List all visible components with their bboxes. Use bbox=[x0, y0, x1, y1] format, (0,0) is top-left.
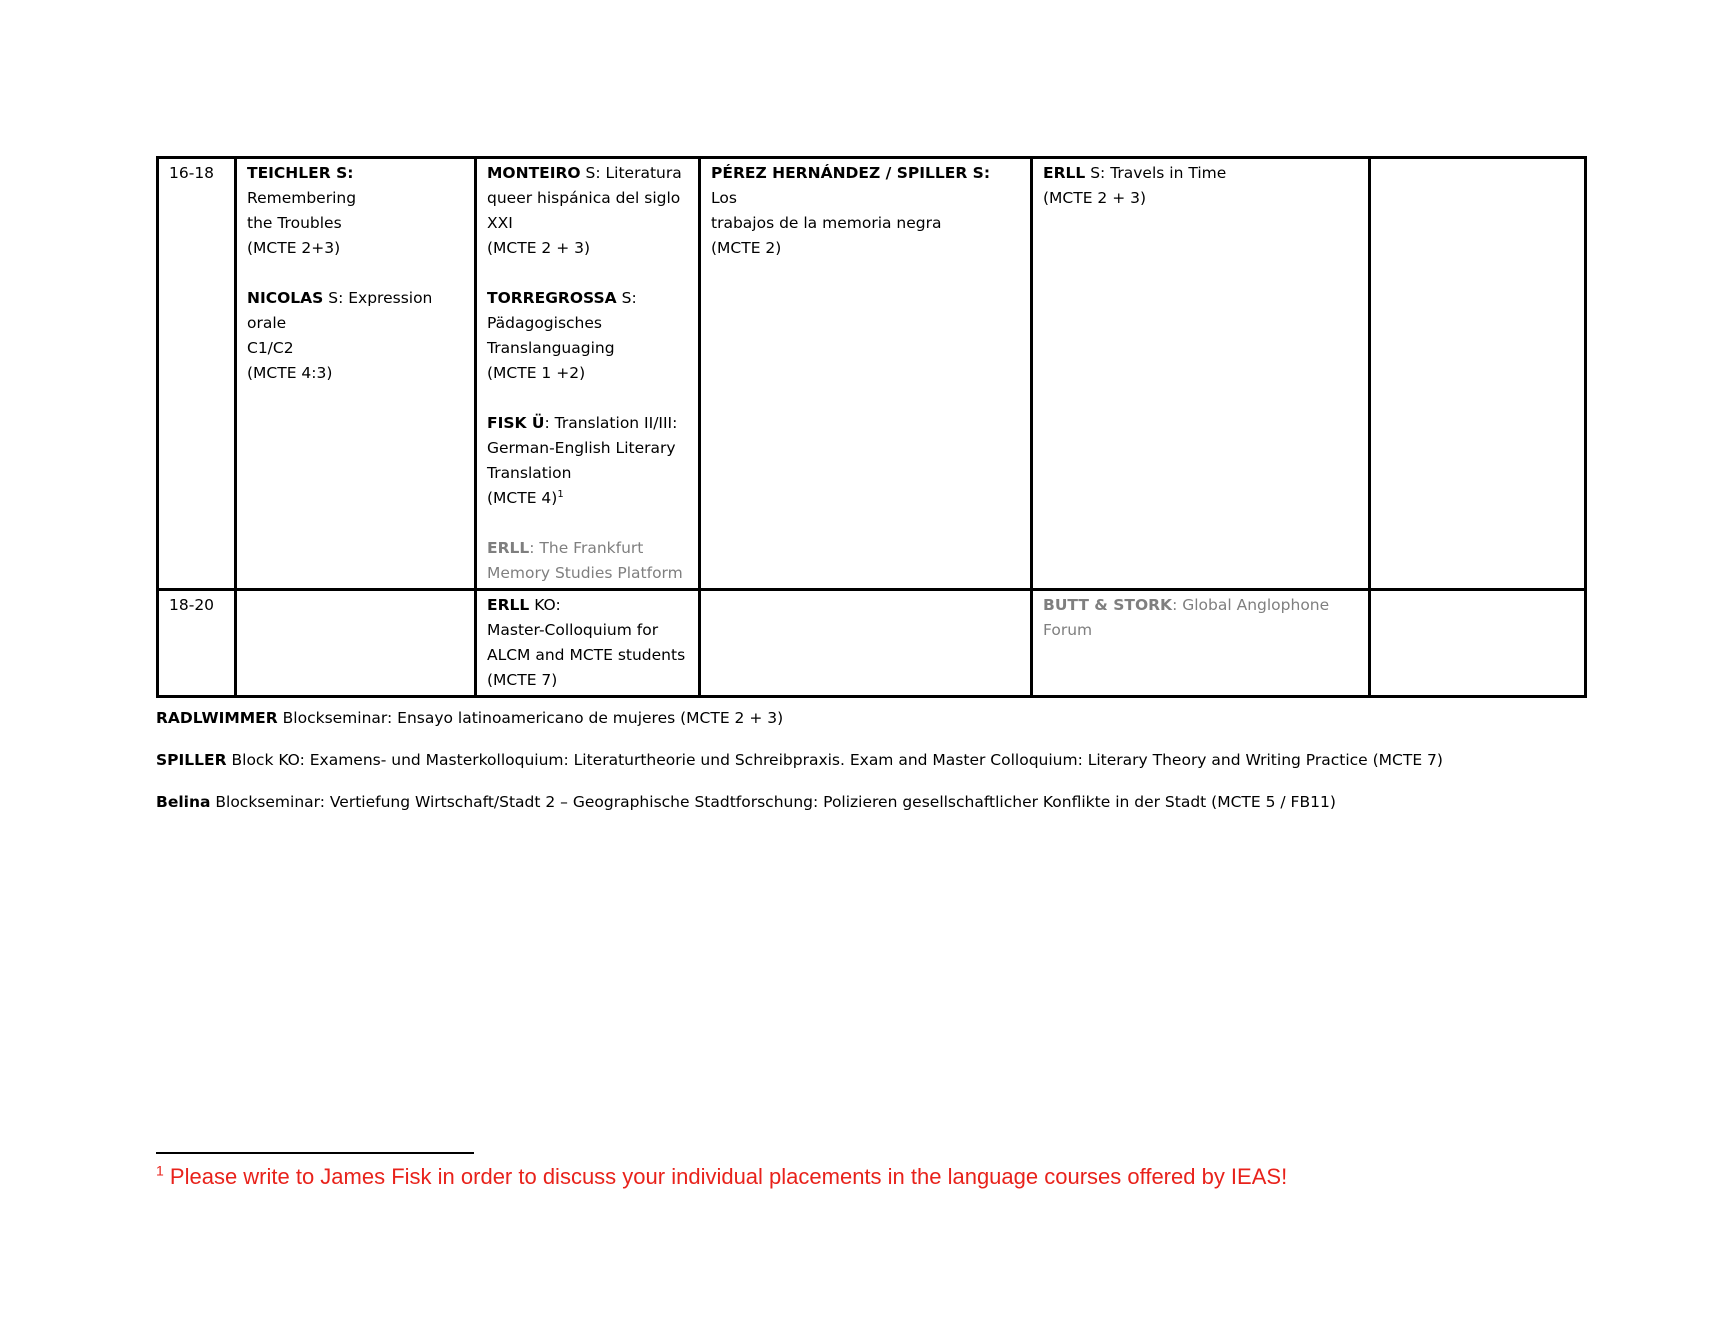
course-line bbox=[487, 236, 688, 261]
schedule-cell bbox=[1370, 158, 1586, 590]
note-text: Blockseminar: Ensayo latinoamericano de mujeres (MCTE 2 + 3) bbox=[277, 709, 784, 727]
course-text: S: Travels in Time bbox=[1085, 164, 1227, 182]
course-entry bbox=[1043, 161, 1358, 211]
course-line bbox=[487, 643, 688, 668]
course-line bbox=[487, 336, 688, 361]
block-seminar-note bbox=[156, 708, 1596, 728]
course-line bbox=[487, 536, 688, 561]
course-lecturer: ERLL bbox=[487, 596, 530, 614]
time-slot-row bbox=[158, 590, 1586, 697]
course-lecturer: NICOLAS bbox=[247, 289, 324, 307]
course-text: Translation bbox=[487, 464, 572, 482]
schedule-cell bbox=[700, 158, 1032, 590]
course-text: (MCTE 2+3) bbox=[247, 239, 341, 257]
course-text: XXI bbox=[487, 214, 513, 232]
time-slot-row bbox=[158, 158, 1586, 590]
course-line bbox=[487, 211, 688, 236]
schedule-cell bbox=[476, 158, 700, 590]
course-line bbox=[247, 336, 464, 361]
course-text: (MCTE 2 + 3) bbox=[1043, 189, 1147, 207]
block-seminar-note bbox=[156, 750, 1596, 770]
course-line bbox=[487, 561, 688, 586]
schedule-cell bbox=[1370, 590, 1586, 697]
course-text: KO: bbox=[529, 596, 561, 614]
course-line bbox=[487, 161, 688, 186]
schedule-table bbox=[156, 156, 1587, 698]
course-lecturer: PÉREZ HERNÁNDEZ / SPILLER S: bbox=[711, 164, 991, 182]
course-line bbox=[487, 411, 688, 436]
schedule-cell bbox=[1032, 158, 1370, 590]
course-line bbox=[247, 161, 464, 211]
course-lecturer: TORREGROSSA bbox=[487, 289, 617, 307]
course-line bbox=[1043, 593, 1358, 643]
course-text: S: Expression orale bbox=[247, 289, 433, 332]
course-text: (MCTE 7) bbox=[487, 671, 558, 689]
block-seminar-notes bbox=[156, 708, 1596, 834]
course-text: Memory Studies Platform bbox=[487, 564, 683, 582]
course-text: (MCTE 4:3) bbox=[247, 364, 333, 382]
course-entry bbox=[487, 593, 688, 693]
time-slot-cell: 16-18 bbox=[158, 158, 236, 590]
course-line bbox=[487, 186, 688, 211]
note-text: Blockseminar: Vertiefung Wirtschaft/Stadt 2 – Geographische Stadtforschung: Polizieren gesellschaftlicher Konflikte in der Stadt (MCTE 5 / FB11) bbox=[210, 793, 1336, 811]
note-text: Block KO: Examens- und Masterkolloquium: Literaturtheorie und Schreibpraxis. Exam and Master Colloquium: Literary Theory and Writing Practice (MCTE 7) bbox=[226, 751, 1443, 769]
course-lecturer: BUTT & STORK bbox=[1043, 596, 1173, 614]
course-text: : The Frankfurt bbox=[529, 539, 644, 557]
footnote-separator bbox=[156, 1152, 474, 1154]
schedule-cell bbox=[700, 590, 1032, 697]
course-text: Master-Colloquium for bbox=[487, 621, 659, 639]
course-line bbox=[487, 311, 688, 336]
course-line bbox=[487, 361, 688, 386]
course-lecturer: ERLL bbox=[1043, 164, 1086, 182]
course-line bbox=[487, 486, 688, 511]
course-entry bbox=[1043, 593, 1358, 643]
course-lecturer: ERLL bbox=[487, 539, 530, 557]
course-line bbox=[247, 286, 464, 336]
course-line bbox=[487, 618, 688, 643]
course-line bbox=[487, 436, 688, 461]
course-line bbox=[487, 668, 688, 693]
course-text: the Troubles bbox=[247, 214, 342, 232]
course-entry bbox=[487, 536, 688, 586]
course-lecturer: FISK Ü bbox=[487, 414, 545, 432]
course-text: ALCM and MCTE students bbox=[487, 646, 686, 664]
course-entry bbox=[247, 161, 464, 261]
course-text: (MCTE 2 + 3) bbox=[487, 239, 591, 257]
course-text: Los bbox=[711, 189, 737, 207]
course-lecturer: MONTEIRO bbox=[487, 164, 581, 182]
course-entry bbox=[487, 286, 688, 386]
course-line bbox=[711, 236, 1020, 261]
schedule-cell bbox=[476, 590, 700, 697]
course-entry bbox=[487, 411, 688, 511]
footnote-reference: 1 bbox=[557, 488, 564, 500]
course-text: : Translation II/III: bbox=[544, 414, 678, 432]
course-text: (MCTE 2) bbox=[711, 239, 782, 257]
footnote-text: Please write to James Fisk in order to discuss your individual placements in the language courses offered by IEAS! bbox=[163, 1164, 1288, 1189]
block-seminar-note bbox=[156, 792, 1596, 812]
course-text: S: Literatura bbox=[580, 164, 682, 182]
course-text: German-English Literary bbox=[487, 439, 676, 457]
course-line bbox=[487, 286, 688, 311]
course-text: Translanguaging bbox=[487, 339, 615, 357]
course-line bbox=[247, 211, 464, 236]
note-lecturer: Belina bbox=[156, 793, 211, 811]
course-line bbox=[711, 161, 1020, 211]
course-line bbox=[1043, 186, 1358, 211]
note-lecturer: SPILLER bbox=[156, 751, 227, 769]
schedule-cell bbox=[236, 590, 476, 697]
course-text: Remembering bbox=[247, 189, 357, 207]
course-text: C1/C2 bbox=[247, 339, 294, 357]
course-text: (MCTE 4) bbox=[487, 489, 558, 507]
time-slot-cell: 18-20 bbox=[158, 590, 236, 697]
course-lecturer: TEICHLER S: bbox=[247, 164, 354, 182]
course-line bbox=[487, 593, 688, 618]
footnote bbox=[156, 1164, 1287, 1190]
course-line bbox=[1043, 161, 1358, 186]
schedule-cell bbox=[236, 158, 476, 590]
course-text: Pädagogisches bbox=[487, 314, 602, 332]
footnote-mark: 1 bbox=[156, 1162, 164, 1179]
course-entry bbox=[711, 161, 1020, 261]
course-line bbox=[247, 236, 464, 261]
course-line bbox=[247, 361, 464, 386]
course-text: S: bbox=[616, 289, 637, 307]
course-text: (MCTE 1 +2) bbox=[487, 364, 586, 382]
course-entry bbox=[247, 286, 464, 386]
course-text: queer hispánica del siglo bbox=[487, 189, 681, 207]
note-lecturer: RADLWIMMER bbox=[156, 709, 278, 727]
course-text: trabajos de la memoria negra bbox=[711, 214, 942, 232]
course-entry bbox=[487, 161, 688, 261]
course-line bbox=[711, 211, 1020, 236]
course-line bbox=[487, 461, 688, 486]
course-text: : Global Anglophone Forum bbox=[1043, 596, 1330, 639]
schedule-cell bbox=[1032, 590, 1370, 697]
